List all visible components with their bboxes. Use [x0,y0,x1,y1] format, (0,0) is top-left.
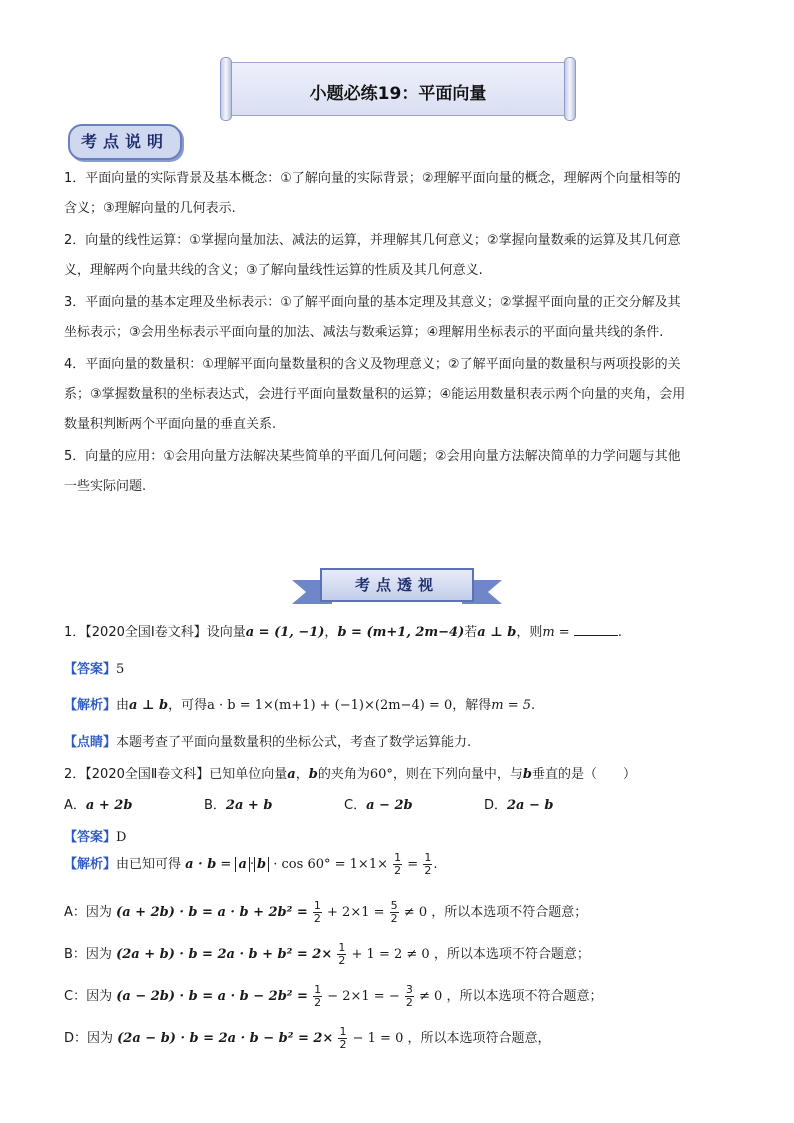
fraction-half [338,1026,347,1051]
q2-ab-dot: a · b [185,857,217,872]
q2-analysis: 【解析】由已知可得 a · b = a · b · cos 60° = 1×1× $\frac{1}{2}$ = $\frac{1}{2}$ . [64,851,438,877]
point-4-line-2: 系；③掌握数量积的坐标表达式，会进行平面向量数量积的运算；④能运用数量积表示两个向量的夹角，会用 [64,387,686,402]
frac-num: 1 [424,851,432,864]
point-5 [64,442,734,502]
q2-analysis-label: 【解析】 [64,857,117,872]
q1-analysis-label: 【解析】 [64,698,117,713]
case-expr: (2a − b) · b = 2a · b − b² = 2× [117,1031,334,1046]
q2-b: b [308,767,318,782]
frac-den: 2 [339,1038,347,1051]
frac-num: 3 [405,983,413,996]
q2-option-b[interactable] [204,794,272,813]
vec-b: b [207,857,217,872]
frac-den: 2 [338,954,346,967]
q2-answer-label: 【答案】 [64,830,117,845]
q2-case-a [64,900,587,925]
q2-suffix2: 垂直的是（ ） [531,767,636,782]
fraction-half [337,942,346,967]
q1-perp: a ⊥ b [477,625,517,640]
frac-den: 2 [313,912,321,925]
q1-analysis-perp: a ⊥ b [129,698,169,713]
q1-a-def: a = (1, −1) [245,625,325,640]
frac-den: 2 [424,864,432,877]
fraction-half [313,900,322,925]
case-end: ，所以本选项不符合题意； [431,905,588,920]
frac-num: 1 [394,851,402,864]
point-2-line-2: 义，理解两个向量共线的含义；③了解向量线性运算的性质及其几何意义. [64,263,483,278]
case-tail: − 1 = 0 [352,1031,404,1046]
q2-case-c [64,984,602,1009]
page-title: 小题必练19：平面向量 [309,84,487,104]
q1-analysis-c: ，解得 [452,698,492,713]
frac-den: 2 [394,864,402,877]
case-expr: (2a + b) · b = 2a · b + b² = 2× [116,947,333,962]
frac-num: 1 [339,1025,347,1038]
option-expr: 2a − b [507,798,554,813]
q2-option-d[interactable] [484,794,554,813]
q1-b-def: b = (m+1, 2m−4) [337,625,465,640]
frac-den: 2 [314,996,322,1009]
q1-answer [64,658,124,677]
fraction-half [313,984,322,1009]
vec-a: a [185,857,194,872]
point-1-line-1: 1．平面向量的实际背景及基本概念：①了解向量的实际背景；②理解平面向量的概念，理解两个向量相等的 [64,171,681,186]
point-1 [64,164,734,224]
q2-analysis-intro: 由已知可得 [116,857,182,872]
q1-blank [574,623,618,636]
q2-answer [64,826,126,845]
point-4 [64,350,734,440]
frac-num: 5 [390,899,398,912]
q2-middle: 的夹角为 [317,767,370,782]
q2-angle: 60° [369,767,393,782]
frac-num: 1 [313,899,321,912]
q1-comment-label: 【点睛】 [64,735,117,750]
q1-analysis-a: 由 [116,698,130,713]
fraction-result [390,900,399,925]
section-badge-explanation: 考点说明 [68,124,182,160]
q2-options [64,794,734,812]
option-label: C． [344,798,367,813]
fraction-result [405,984,414,1009]
point-5-line-1: 5．向量的应用：①会用向量方法解决某些简单的平面几何问题；②会用向量方法解决简单的力学问题与其他 [64,449,681,464]
section-ribbon-perspective [292,568,502,606]
case-tail: + 2×1 = [327,905,385,920]
q2-option-c[interactable] [344,794,413,813]
q1-answer-value: 5 [116,662,125,677]
q2-a: a [287,767,296,782]
ribbon-label: 考点透视 [320,568,474,602]
case-end: ，所以本选项符合题意， [407,1031,551,1046]
abs-a: a [235,857,249,872]
q1-comment [64,731,471,750]
scroll-right-curl [564,57,576,121]
fraction-half-result [423,852,432,877]
case-expr: (a + 2b) · b = a · b + 2b² = [116,905,308,920]
case-tail: + 1 = 2 ≠ 0 [351,947,430,962]
frac-den: 2 [405,996,413,1009]
point-1-line-2: 含义；③理解向量的几何表示. [64,201,236,216]
point-2-line-1: 2．向量的线性运算：①掌握向量加法、减法的运算，并理解其几何意义；②掌握向量数乘的运算及其几何意 [64,233,681,248]
case-expr: (a − 2b) · b = a · b − 2b² = [116,989,308,1004]
case-tail: − 2×1 = − [327,989,400,1004]
point-2 [64,226,734,286]
q1-stem: 1．【2020全国Ⅰ卷文科】设向量a = (1, −1)，b = (m+1, 2m−4)若a ⊥ b，则m = . [64,625,622,640]
cos-angle: 60° [307,857,331,872]
option-label: D． [484,798,508,813]
title-banner [226,62,570,116]
case-relation: ≠ 0 [419,989,443,1004]
point-5-line-2: 一些实际问题. [64,479,147,494]
q1-comment-text: 本题考查了平面向量数量积的坐标公式，考查了数学运算能力. [116,735,472,750]
case-label: D：因为 [64,1031,114,1046]
q1-prefix: 1．【2020全国Ⅰ卷文科】设向量 [64,625,246,640]
q1-m-eq: m = [542,625,570,640]
q2-analysis-eq: = 1×1× [334,857,388,872]
case-label: C：因为 [64,989,113,1004]
q2-stem: 2．【2020全国Ⅱ卷文科】已知单位向量a，b的夹角为60°，则在下列向量中，与b垂直的是（ ） [64,767,636,782]
case-end: ，所以本选项不符合题意； [433,947,590,962]
option-expr: a + 2b [85,798,133,813]
point-3-line-2: 坐标表示；③会用坐标表示平面向量的加法、减法与数乘运算；④理解用坐标表示的平面向量共线的条件. [64,325,664,340]
option-label: B． [204,798,226,813]
fraction-half [393,852,402,877]
option-expr: a − 2b [366,798,413,813]
case-end: ，所以本选项不符合题意； [446,989,603,1004]
point-4-line-3: 数量积判断两个平面向量的垂直关系. [64,417,277,432]
q2-case-b [64,942,590,967]
option-label: A． [64,798,86,813]
q2-case-d [64,1026,551,1051]
q1-answer-label: 【答案】 [64,662,117,677]
q2-option-a[interactable] [64,794,132,813]
q1-analysis: 【解析】由a ⊥ b，可得a · b = 1×(m+1) + (−1)×(2m−4) = 0，解得m = 5. [64,698,536,713]
q1-analysis-b: ，可得 [168,698,208,713]
q1-cond: 若 [464,625,478,640]
cos-term: · cos [269,857,308,872]
option-expr: 2a + b [225,798,273,813]
frac-num: 1 [314,983,322,996]
q2-suffix: ，则在下列向量中，与 [392,767,523,782]
q1-analysis-eq: a · b = 1×(m+1) + (−1)×(2m−4) = 0 [207,698,453,713]
point-4-line-1: 4．平面向量的数量积：①理解平面向量数量积的含义及物理意义；②了解平面向量的数量积与两项投影的关 [64,357,681,372]
abs-b: b [254,857,269,872]
q2-prefix: 2．【2020全国Ⅱ卷文科】已知单位向量 [64,767,288,782]
q1-analysis-res: m = 5 [491,698,531,713]
q2-b-ref: b [522,767,532,782]
q2-answer-value: D [116,830,127,845]
frac-num: 1 [338,941,346,954]
point-3-line-1: 3．平面向量的基本定理及坐标表示：①了解平面向量的基本定理及其意义；②掌握平面向量的正交分解及其 [64,295,681,310]
case-relation: ≠ 0 [403,905,428,920]
frac-den: 2 [390,912,398,925]
case-label: B：因为 [64,947,112,962]
q1-then: ，则 [516,625,543,640]
point-3 [64,288,734,348]
case-label: A：因为 [64,905,112,920]
